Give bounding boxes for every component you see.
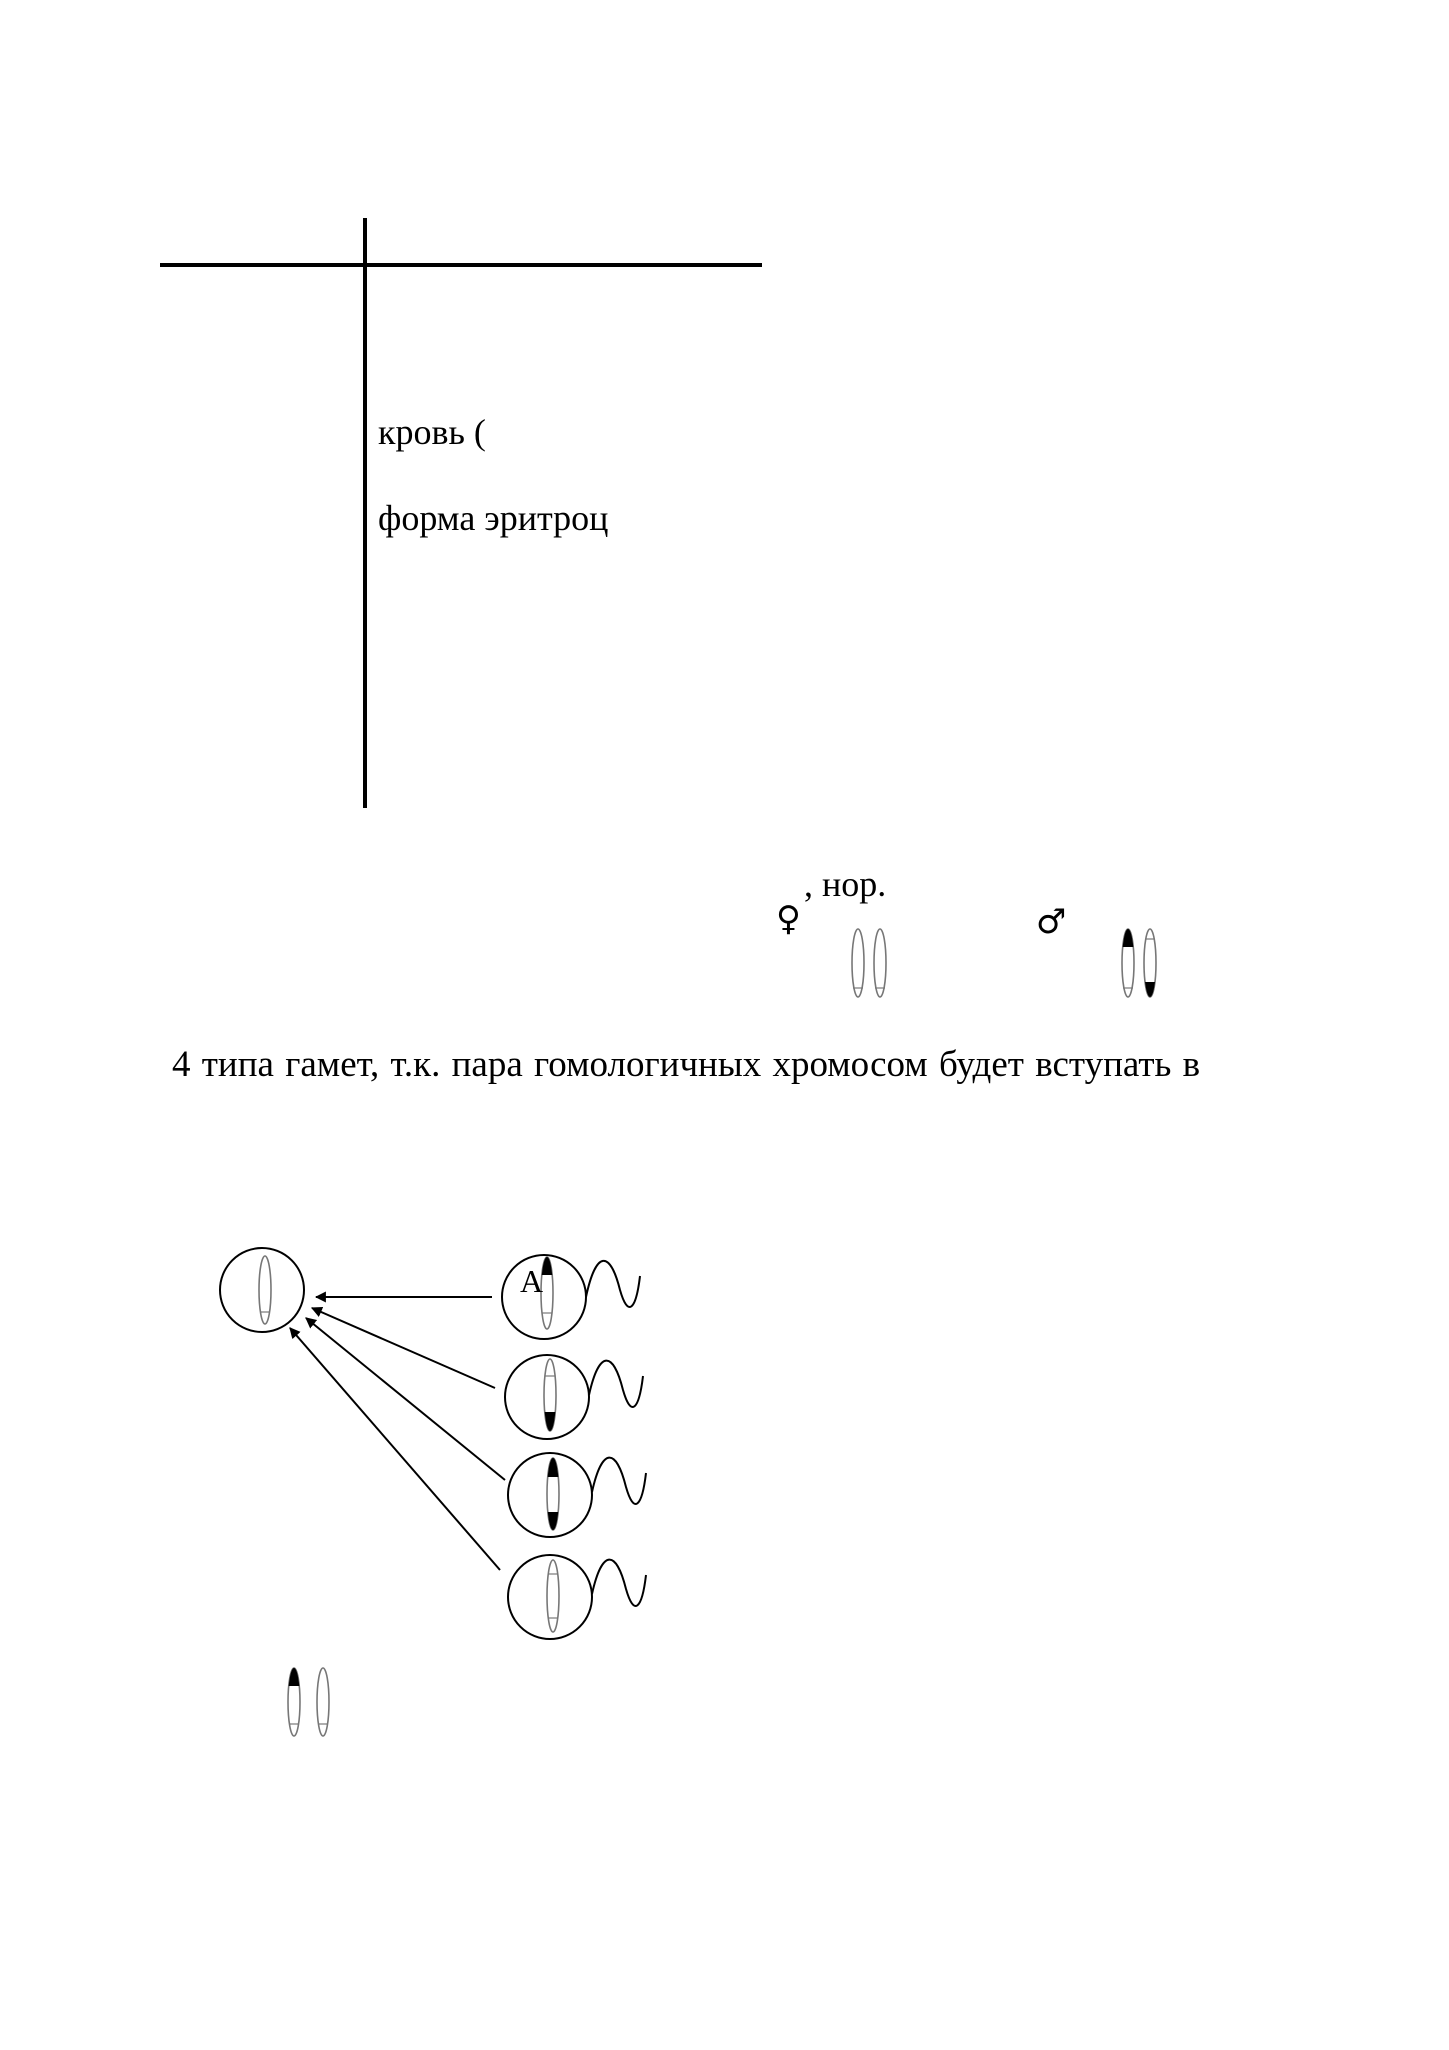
sperm-tail [592,1560,646,1606]
table-row-label-erythrocyte-shape: форма эритроц [378,498,609,538]
chromosome-marked-top [1120,925,1136,997]
arrow [306,1318,505,1480]
fertilization-arrows [290,1297,505,1570]
sperm-tail [586,1261,640,1307]
female-note: , нор. [804,864,887,904]
chromosome-marked-top [286,1664,302,1736]
female-chromosome-pair [852,929,886,997]
male-symbol-icon: ♂ [1036,902,1067,942]
chromosome [852,929,864,997]
offspring-chromosome-pair [286,1664,329,1736]
female-symbol-icon: ♀ [776,899,801,939]
gametes-explanation: 4 типа гамет, т.к. пара гомологичных хромосом будет вступать в [172,1044,1201,1085]
sperm-cell [505,1355,643,1439]
arrow [312,1308,495,1388]
table-row-label-blood: кровь ( [378,412,486,452]
egg-cell [220,1248,304,1332]
male-chromosome-pair [1120,925,1158,1002]
sperm-tail [589,1361,643,1407]
chromosome [317,1668,329,1736]
sperm-cell [508,1453,646,1537]
chromosome [874,929,886,997]
allele-label: A [520,1263,544,1299]
sperm-cell [508,1555,646,1639]
chromosome-marked-bottom [1142,929,1158,1002]
sperm-tail [592,1458,646,1504]
